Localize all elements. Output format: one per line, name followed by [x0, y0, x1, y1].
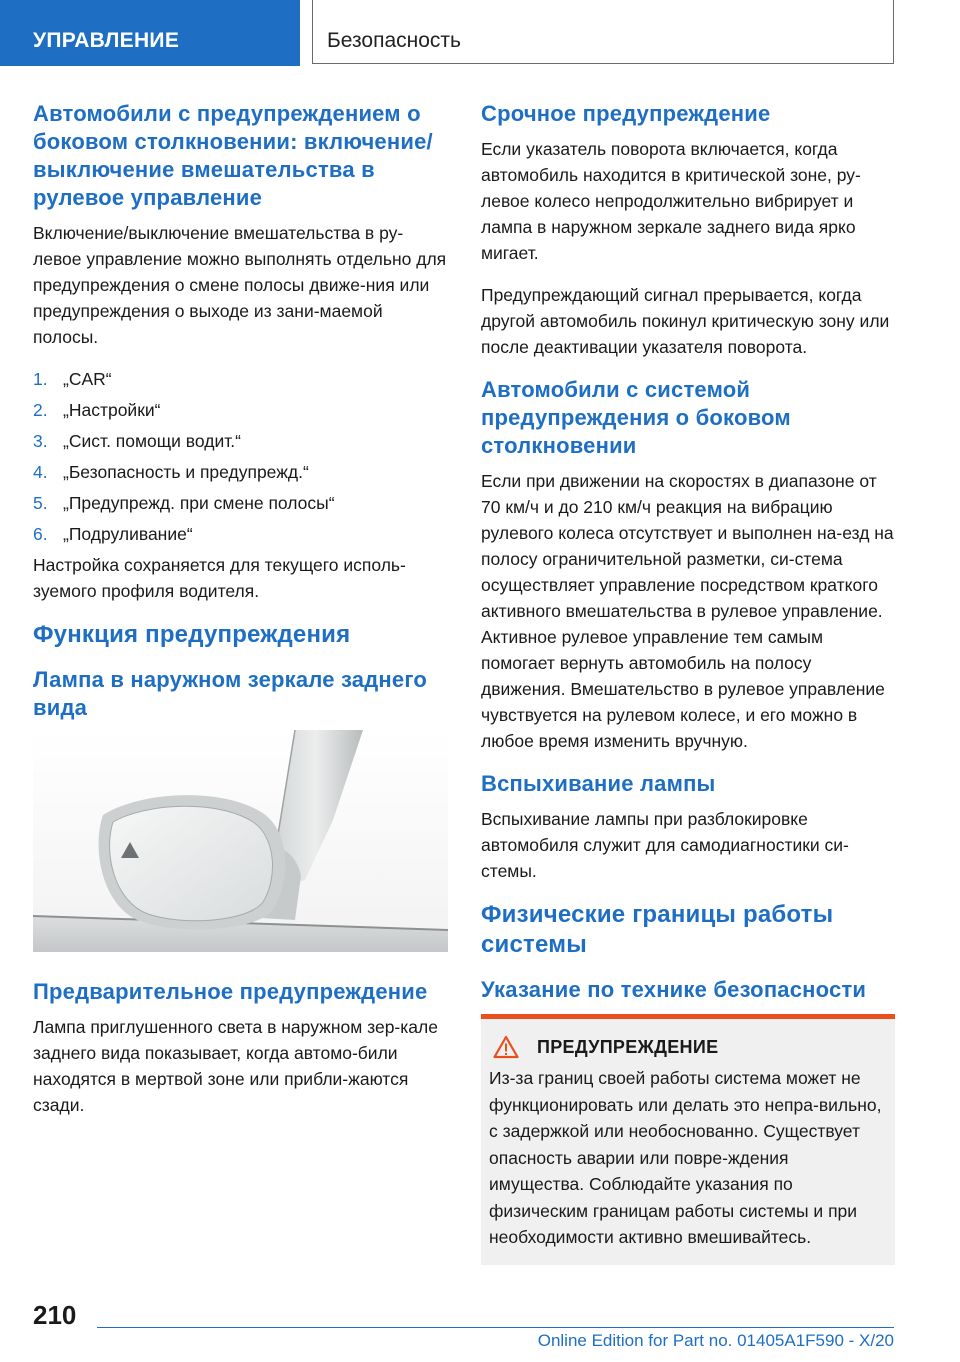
step-number: 5. — [33, 493, 48, 513]
section-tab[interactable]: Безопасность — [312, 0, 894, 64]
list-item — [33, 397, 448, 423]
paragraph-steering-intervention: Включение/выключение вмешательства в ру-левое управление можно выполнять отдельно для предупреждения о смене полосы движе-ния или предупреждения о выходе из зани-маемой полосы. — [33, 223, 447, 347]
list-item — [33, 490, 448, 516]
step-text: „CAR“ — [63, 369, 112, 389]
step-number: 3. — [33, 431, 48, 451]
step-text: „Сист. помощи водит.“ — [63, 431, 241, 451]
heading-side-collision: Автомобили с системой предупреждения о боковом столкновении — [481, 377, 791, 458]
heading-warning-function: Функция предупреждения — [33, 621, 351, 648]
heading-mirror-lamp: Лампа в наружном зеркале заднего вида — [33, 667, 428, 720]
page-number: 210 — [33, 1300, 77, 1330]
warning-title-text: ПРЕДУПРЕЖДЕНИЕ — [537, 1036, 719, 1057]
warning-box — [481, 1014, 895, 1265]
paragraph-urgent-2: Предупреждающий сигнал прерывается, когда другой автомобиль покинул критическую зону или после деактивации указателя поворота. — [481, 285, 890, 357]
step-number: 6. — [33, 524, 48, 544]
warning-text: Из-за границ своей работы система может не функционировать или делать это непра-вильно, с задержкой или необоснованно. Существует опасность аварии или повре-ждения имущества. Соблюдайте указания по физическим границам работы системы и при необходимости активно вмешивайтесь. — [489, 1068, 882, 1247]
heading-steering-intervention: Автомобили с предупреждением о боковом столкновении: включение/выключение вмешательства в рулевое управление — [33, 101, 433, 210]
step-text: „Подруливание“ — [63, 524, 193, 544]
paragraph-side-collision: Если при движении на скоростях в диапазоне от 70 км/ч и до 210 км/ч реакция на вибрацию рулевого колеса отсутствует и выполнен на-езд на полосу ограничительной разметки, си-стема осуществляет управление посредством краткого активного вмешательства в рулевое управление. Активное рулевое управление тем самым помогает вернуть автомобиль на полосу движения. Вмешательство в рулевое управление чувствуется на рулевом колесе, и его можно в любое время изменить вручную. — [481, 471, 894, 751]
chapter-tab[interactable]: УПРАВЛЕНИЕ — [0, 0, 300, 66]
footer-divider — [97, 1327, 894, 1328]
paragraph-profile: Настройка сохраняется для текущего исполь-зуемого профиля водителя. — [33, 555, 406, 601]
list-item — [33, 366, 448, 392]
paragraph-urgent-1: Если указатель поворота включается, когда автомобиль находится в критической зоне, ру-левое колесо непродолжительно вибрирует и лампа в наружном зеркале заднего вида ярко мигает. — [481, 139, 861, 263]
step-number: 1. — [33, 369, 48, 389]
mirror-illustration — [33, 730, 448, 952]
footer-edition: Online Edition for Part no. 01405A1F590 - X/20 — [537, 1331, 894, 1350]
paragraph-pre-warning: Лампа приглушенного света в наружном зер-кале заднего вида показывает, когда автомо-били находятся в мертвой зоне или прибли-жаются сзади. — [33, 1017, 438, 1115]
warning-title — [489, 1035, 887, 1059]
list-item — [33, 459, 448, 485]
step-text: „Предупрежд. при смене полосы“ — [63, 493, 335, 513]
heading-pre-warning: Предварительное предупреждение — [33, 979, 428, 1004]
left-column — [33, 100, 448, 1134]
page-header — [0, 0, 960, 66]
right-column — [481, 100, 895, 1265]
step-text: „Безопасность и предупрежд.“ — [63, 462, 309, 482]
heading-lamp-flash: Вспыхивание лампы — [481, 771, 716, 796]
list-item — [33, 521, 448, 547]
step-text: „Настройки“ — [63, 400, 161, 420]
warning-triangle-icon — [493, 1035, 519, 1059]
heading-system-limits: Физические границы работы системы — [481, 901, 834, 958]
settings-steps-list — [33, 366, 448, 547]
paragraph-lamp-flash: Вспыхивание лампы при разблокировке автомобиля служит для самодиагностики си-стемы. — [481, 809, 849, 881]
heading-urgent-warning: Срочное предупреждение — [481, 101, 771, 126]
list-item — [33, 428, 448, 454]
heading-safety-note: Указание по технике безопасности — [481, 977, 867, 1002]
step-number: 2. — [33, 400, 48, 420]
step-number: 4. — [33, 462, 48, 482]
